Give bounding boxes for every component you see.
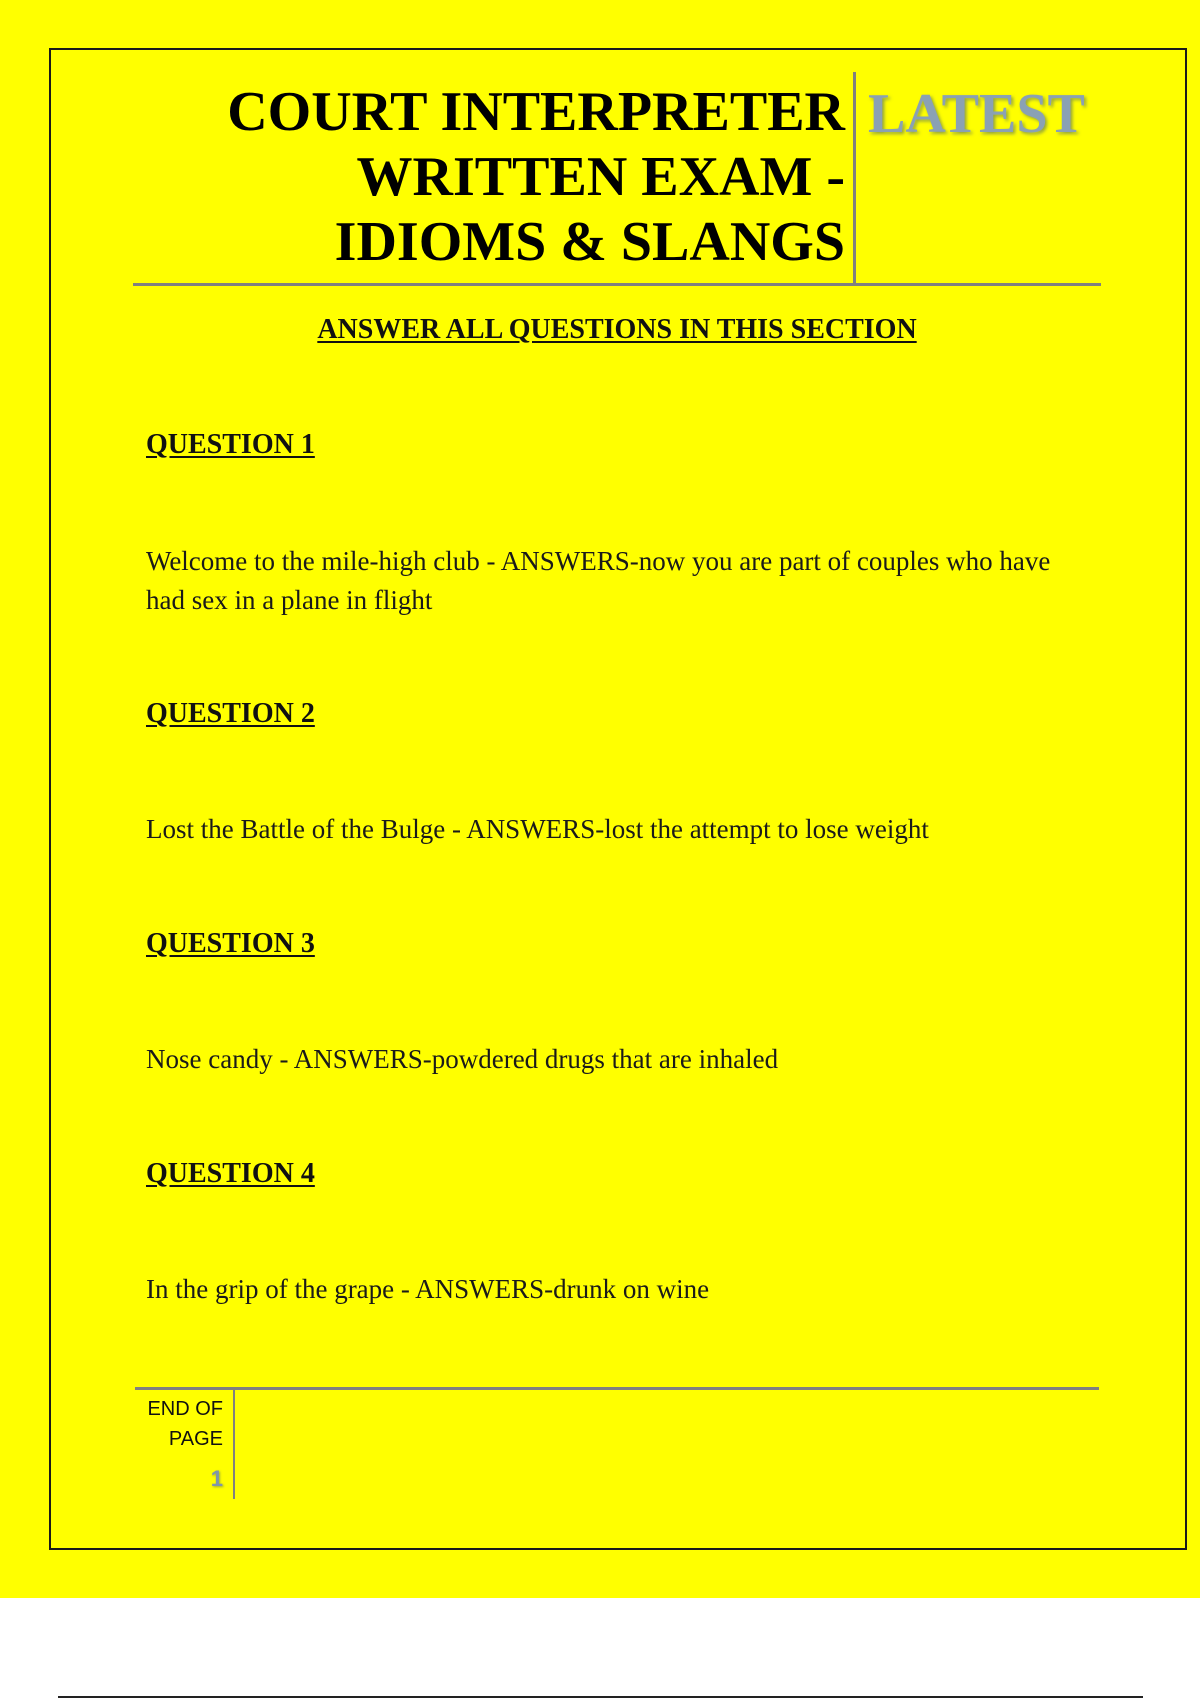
title-line-2: WRITTEN EXAM - (356, 146, 845, 208)
footer-line-1: END OF (147, 1398, 223, 1420)
document-title (190, 80, 845, 275)
section-heading: ANSWER ALL QUESTIONS IN THIS SECTION (317, 314, 917, 345)
question-1-label: QUESTION 1 (146, 429, 315, 460)
footer-divider (233, 1390, 235, 1499)
footer-end-of-page (130, 1394, 223, 1454)
title-line-3: IDIOMS & SLANGS (334, 211, 845, 273)
bottom-rule (58, 1696, 1143, 1698)
question-3-label: QUESTION 3 (146, 928, 315, 959)
title-divider (853, 72, 856, 285)
question-2-label: QUESTION 2 (146, 698, 315, 729)
footer-page-number: 1 (210, 1466, 223, 1491)
header-rule (133, 283, 1101, 286)
footer-rule (135, 1387, 1099, 1390)
question-4-label: QUESTION 4 (146, 1158, 315, 1189)
question-3-text: Nose candy - ANSWERS-powdered drugs that are inhaled (146, 1044, 779, 1074)
question-2-text: Lost the Battle of the Bulge - ANSWERS-lost the attempt to lose weight (146, 814, 929, 844)
footer-line-2: PAGE (168, 1428, 223, 1450)
question-1-text: Welcome to the mile-high club - ANSWERS-now you are part of couples who have had sex in a plane in flight (146, 546, 1051, 615)
title-line-1: COURT INTERPRETER (227, 81, 845, 143)
question-4-text: In the grip of the grape - ANSWERS-drunk on wine (146, 1274, 710, 1304)
latest-tag: LATEST (868, 83, 1085, 145)
